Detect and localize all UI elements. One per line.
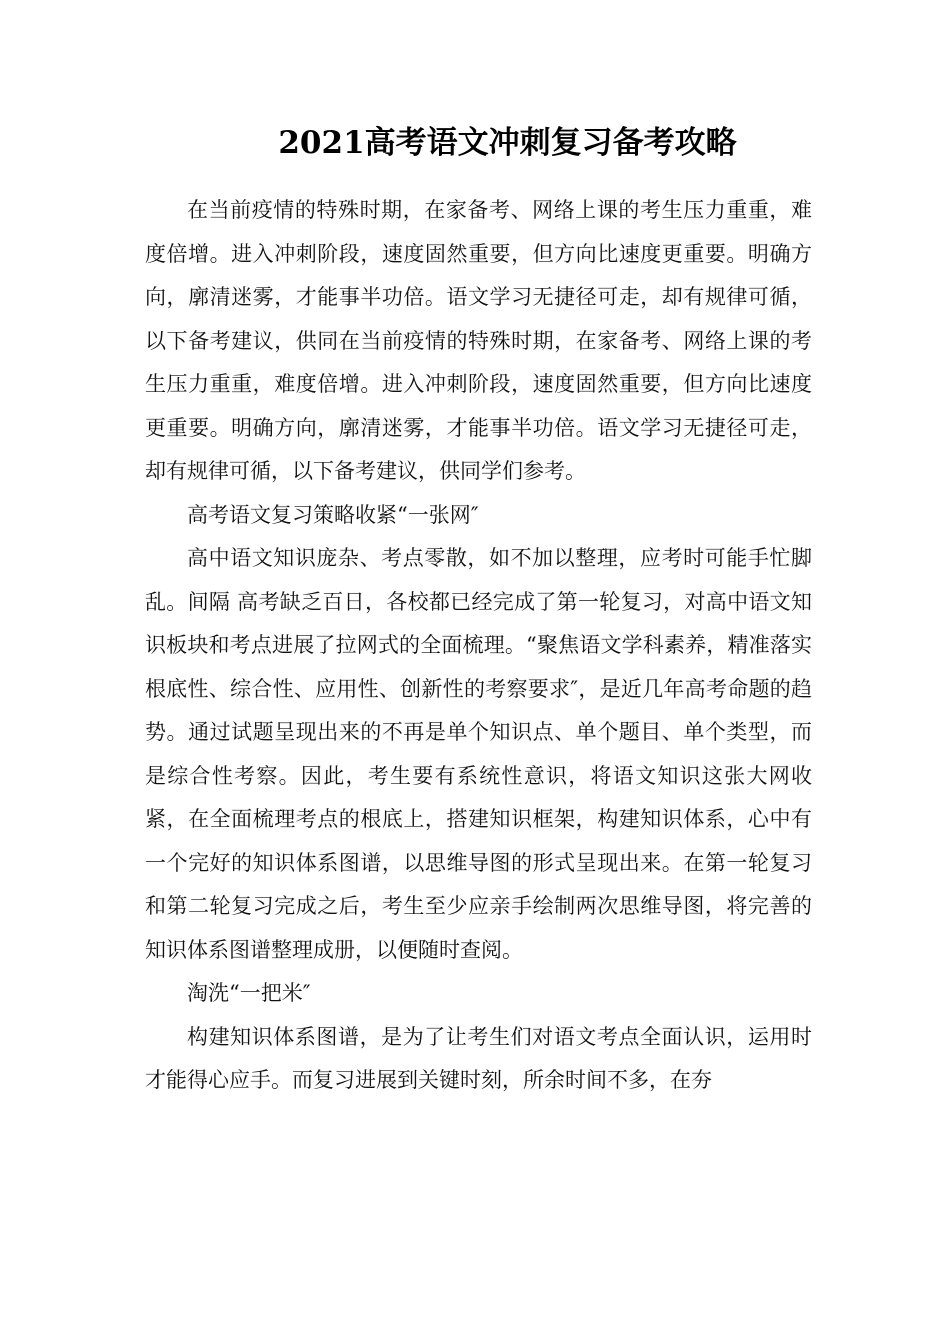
document-body [145,189,812,1103]
document-title: 2021高考语文冲刺复习备考攻略 [278,125,737,161]
paragraph-intro: 在当前疫情的特殊时期，在家备考、网络上课的考生压力重重，难度倍增。进入冲刺阶段，速度固然重要，但方向比速度更重要。明确方向，廓清迷雾，才能事半功倍。语文学习无捷径可走，却有规律可循，以下备考建议，供同在当前疫情的特殊时期，在家备考、网络上课的考生压力重重，难度倍增。进入冲刺阶段，速度固然重要，但方向比速度更重要。明确方向，廓清迷雾，才能事半功倍。语文学习无捷径可走，却有规律可循，以下备考建议，供同学们参考。 [145,198,812,483]
paragraph-heading-strategy: 高考语文复习策略收紧“一张网″ [187,502,479,527]
paragraph-heading-rice: 淘洗“一把米″ [187,981,311,1005]
paragraph-knowledge-map: 构建知识体系图谱，是为了让考生们对语文考点全面认识，运用时才能得心应手。而复习进展到关键时刻，所余时间不多，在夯 [145,1024,812,1092]
paragraph-knowledge-network: 高中语文知识庞杂、考点零散，如不加以整理，应考时可能手忙脚乱。间隔 高考缺乏百日，各校都已经完成了第一轮复习，对高中语文知识板块和考点进展了拉网式的全面梳理。“聚焦语文学科素养，精准落实根底性、综合性、应用性、创新性的考察要求″，是近几年高考命题的趋势。通过试题呈现出来的不再是单个知识点、单个题目、单个类型，而是综合性考察。因此，考生要有系统性意识，将语文知识这张大网收紧，在全面梳理考点的根底上，搭建知识框架，构建知识体系，心中有一个完好的知识体系图谱，以思维导图的形式呈现出来。在第一轮复习和第二轮复习完成之后，考生至少应亲手绘制两次思维导图，将完善的知识体系图谱整理成册，以便随时查阅。 [145,546,812,962]
